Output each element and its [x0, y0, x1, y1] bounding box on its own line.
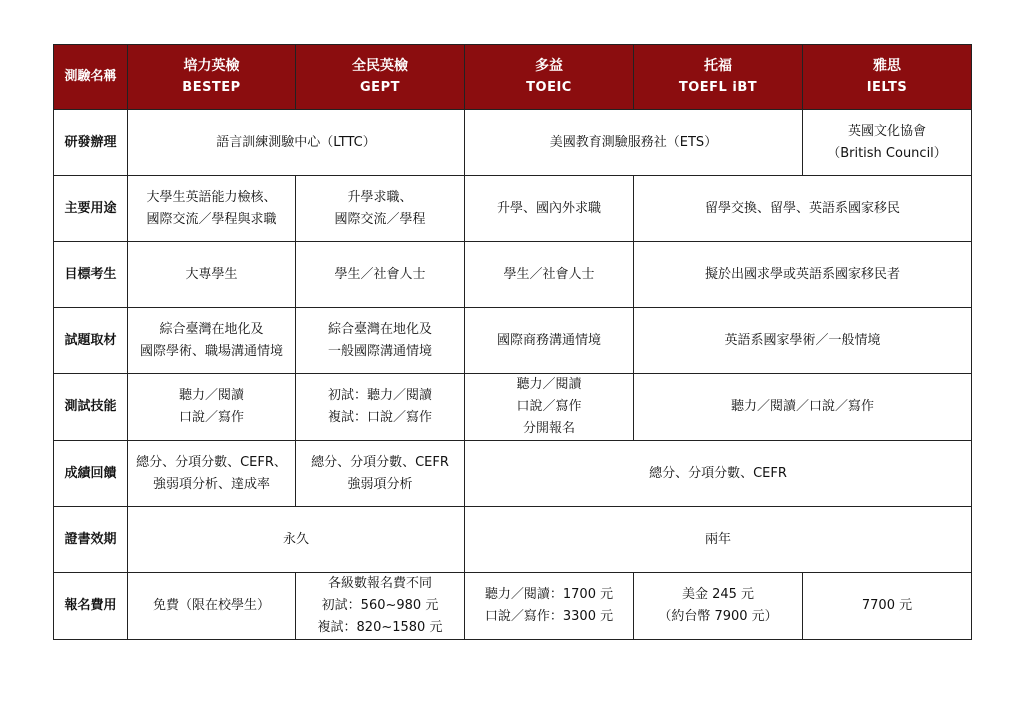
cell-skills-gept: [296, 374, 465, 441]
cell-line: 初試：聽力／閱讀: [327, 388, 432, 403]
row-validity: [54, 507, 972, 573]
cell-organizer-lttc: 語言訓練測驗中心（LTTC）: [128, 110, 465, 176]
row-label: 研發辦理: [54, 110, 128, 176]
header-ielts: [803, 45, 972, 110]
cell-line: 聽力／閱讀: [178, 388, 244, 403]
exam-name-en: TOEIC: [526, 80, 572, 95]
cell-material-toeic: 國際商務溝通情境: [465, 308, 634, 374]
row-organizer: [54, 110, 972, 176]
exam-name-en: GEPT: [360, 80, 400, 95]
row-label: 主要用途: [54, 176, 128, 242]
cell-line: （約台幣 7900 元）: [658, 609, 778, 624]
row-skills: [54, 374, 972, 441]
cell-line: 口說／寫作: [516, 399, 582, 414]
cell-target-bestep: 大專學生: [128, 242, 296, 308]
cell-line: 複試：820~1580 元: [317, 620, 443, 635]
cell-fee-ielts: 7700 元: [803, 573, 972, 640]
exam-name-cn: 培力英檢: [183, 58, 240, 74]
cell-fee-toeic: [465, 573, 634, 640]
cell-line: 大學生英語能力檢核、: [146, 189, 277, 205]
cell-fee-toefl: [634, 573, 803, 640]
cell-line: 強弱項分析: [347, 476, 413, 492]
row-label: 目標考生: [54, 242, 128, 308]
exam-name-en: TOEFL iBT: [678, 80, 758, 95]
row-label: 測試技能: [54, 374, 128, 441]
cell-skills-toeic: [465, 374, 634, 441]
cell-line: 國際交流／學程: [334, 211, 426, 227]
cell-skills-toefl-ielts: 聽力／閱讀／口說／寫作: [634, 374, 972, 441]
cell-line: 國際學術、職場溝通情境: [139, 343, 283, 359]
cell-fee-gept: [296, 573, 465, 640]
row-target: [54, 242, 972, 308]
header-toeic: [465, 45, 634, 110]
row-label: 試題取材: [54, 308, 128, 374]
exam-name-cn: 多益: [535, 58, 563, 74]
exam-name-en: BESTEP: [182, 80, 241, 95]
cell-purpose-gept: [296, 176, 465, 242]
cell-line: 綜合臺灣在地化及: [159, 321, 264, 337]
row-label: 證書效期: [54, 507, 128, 573]
header-label: 測驗名稱: [54, 45, 128, 110]
cell-fee-bestep: 免費（限在校學生）: [128, 573, 296, 640]
row-material: [54, 308, 972, 374]
cell-line: 各級數報名費不同: [327, 576, 432, 591]
cell-purpose-toeic: 升學、國內外求職: [465, 176, 634, 242]
cell-purpose-toefl-ielts: 留學交換、留學、英語系國家移民: [634, 176, 972, 242]
cell-line: 聽力／閱讀：1700 元: [484, 587, 614, 602]
cell-line: 口說／寫作：3300 元: [484, 609, 614, 624]
cell-score-bestep: [128, 441, 296, 507]
exam-comparison-table: [53, 44, 972, 640]
cell-validity-others: 兩年: [465, 507, 972, 573]
cell-line: 升學求職、: [347, 189, 413, 205]
cell-material-toefl-ielts: 英語系國家學術／一般情境: [634, 308, 972, 374]
cell-line: （British Council）: [827, 145, 947, 161]
cell-material-bestep: [128, 308, 296, 374]
cell-material-gept: [296, 308, 465, 374]
cell-target-toefl-ielts: 擬於出國求學或英語系國家移民者: [634, 242, 972, 308]
cell-line: 聽力／閱讀: [516, 377, 582, 392]
cell-score-others: 總分、分項分數、CEFR: [465, 441, 972, 507]
header-toefl: [634, 45, 803, 110]
cell-line: 總分、分項分數、CEFR、: [136, 454, 287, 470]
row-score: [54, 441, 972, 507]
cell-line: 口說／寫作: [178, 410, 244, 425]
cell-validity-lttc: 永久: [128, 507, 465, 573]
cell-organizer-bc: [803, 110, 972, 176]
cell-purpose-bestep: [128, 176, 296, 242]
row-label: 報名費用: [54, 573, 128, 640]
cell-line: 強弱項分析、達成率: [152, 476, 270, 492]
row-fee: [54, 573, 972, 640]
cell-line: 美金 245 元: [681, 587, 755, 602]
cell-target-gept: 學生／社會人士: [296, 242, 465, 308]
cell-line: 初試：560~980 元: [321, 598, 439, 613]
cell-line: 國際交流／學程與求職: [146, 211, 277, 227]
cell-skills-bestep: [128, 374, 296, 441]
exam-name-en: IELTS: [866, 80, 908, 95]
row-purpose: [54, 176, 972, 242]
exam-name-cn: 全民英檢: [352, 58, 408, 74]
header-bestep: [128, 45, 296, 110]
row-label: 成績回饋: [54, 441, 128, 507]
cell-line: 分開報名: [522, 421, 575, 436]
cell-line: 一般國際溝通情境: [327, 343, 432, 359]
cell-line: 總分、分項分數、CEFR: [311, 454, 449, 470]
exam-name-cn: 雅思: [873, 58, 901, 74]
cell-organizer-ets: 美國教育測驗服務社（ETS）: [465, 110, 803, 176]
header-gept: [296, 45, 465, 110]
cell-score-gept: [296, 441, 465, 507]
cell-line: 複試：口說／寫作: [327, 410, 432, 425]
exam-name-cn: 托福: [704, 58, 732, 74]
header-row: [54, 45, 972, 110]
cell-line: 英國文化協會: [847, 123, 926, 139]
cell-target-toeic: 學生／社會人士: [465, 242, 634, 308]
cell-line: 綜合臺灣在地化及: [327, 321, 432, 337]
